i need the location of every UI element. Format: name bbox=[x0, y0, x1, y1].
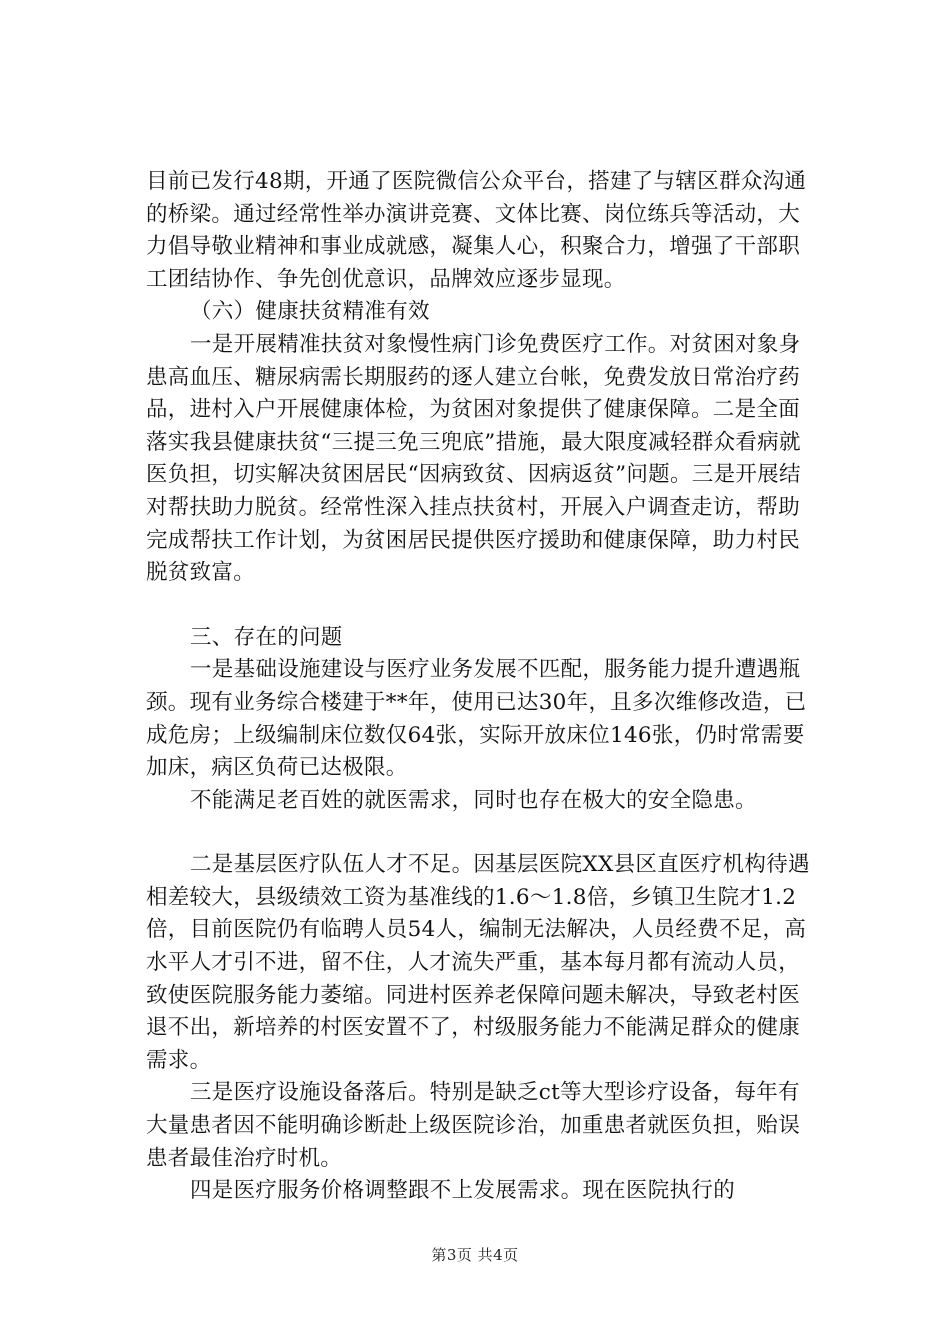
document-body bbox=[146, 166, 820, 1208]
section-heading-health-poverty: （六）健康扶贫精准有效 bbox=[190, 299, 430, 325]
paragraph-health-poverty: 一是开展精准扶贫对象慢性病门诊免费医疗工作。对贫困对象身患高血压、糖尿病需长期服药的逐人建立台帐，免费发放日常治疗药品，进村入户开展健康体检，为贫困对象提供了健康保障。二是全面落实我县健康扶贫“三提三免三兜底”措施，最大限度减轻群众看病就医负担，切实解决贫困居民“因病致贫、因病返贫”问题。三是开展结对帮扶助力脱贫。经常性深入挂点扶贫村，开展入户调查走访，帮助完成帮扶工作计划，为贫困居民提供医疗援助和健康保障，助力村民脱贫致富。 bbox=[146, 331, 801, 586]
page-footer: 第3页 共4页 bbox=[431, 1246, 519, 1264]
section-heading-problems: 三、存在的问题 bbox=[190, 624, 343, 650]
paragraph-publicity-results: 目前已发行48期，开通了医院微信公众平台，搭建了与辖区群众沟通的桥梁。通过经常性举办演讲竞赛、文体比赛、岗位练兵等活动，大力倡导敬业精神和事业成就感，凝集人心，积聚合力，增强了干部职工团结协作、争先创优意识，品牌效应逐步显现。 bbox=[146, 169, 807, 292]
paragraph-problem-talent: 二是基层医疗队伍人才不足。因基层医院XX县区直医疗机构待遇相差较大，县级绩效工资为基准线的1.6～1.8倍，乡镇卫生院才1.2倍，目前医院仍有临聘人员54人，编制无法解决，人员经费不足，高水平人才引不进，留不住，人才流失严重，基本每月都有流动人员，致使医院服务能力萎缩。同进村医养老保障问题未解决，导致老村医退不出，新培养的村医安置不了，村级服务能力不能满足群众的健康需求。 bbox=[146, 852, 810, 1073]
paragraph-gap bbox=[146, 590, 820, 622]
paragraph-problem-pricing: 四是医疗服务价格调整跟不上发展需求。现在医院执行的 bbox=[190, 1178, 736, 1204]
paragraph-problem-safety: 不能满足老百姓的就医需求，同时也存在极大的安全隐患。 bbox=[190, 787, 757, 813]
paragraph-problem-infrastructure: 一是基础设施建设与医疗业务发展不匹配，服务能力提升遭遇瓶颈。现有业务综合楼建于**年，使用已达30年，且多次维修改造，已成危房；上级编制床位数仅64张，实际开放床位146张，仍时常需要加床，病区负荷已达极限。 bbox=[146, 657, 807, 781]
paragraph-gap bbox=[146, 817, 820, 849]
paragraph-problem-equipment: 三是医疗设施设备落后。特别是缺乏ct等大型诊疗设备，每年有大量患者因不能明确诊断赴上级医院诊治，加重患者就医负担，贻误患者最佳治疗时机。 bbox=[146, 1080, 801, 1171]
